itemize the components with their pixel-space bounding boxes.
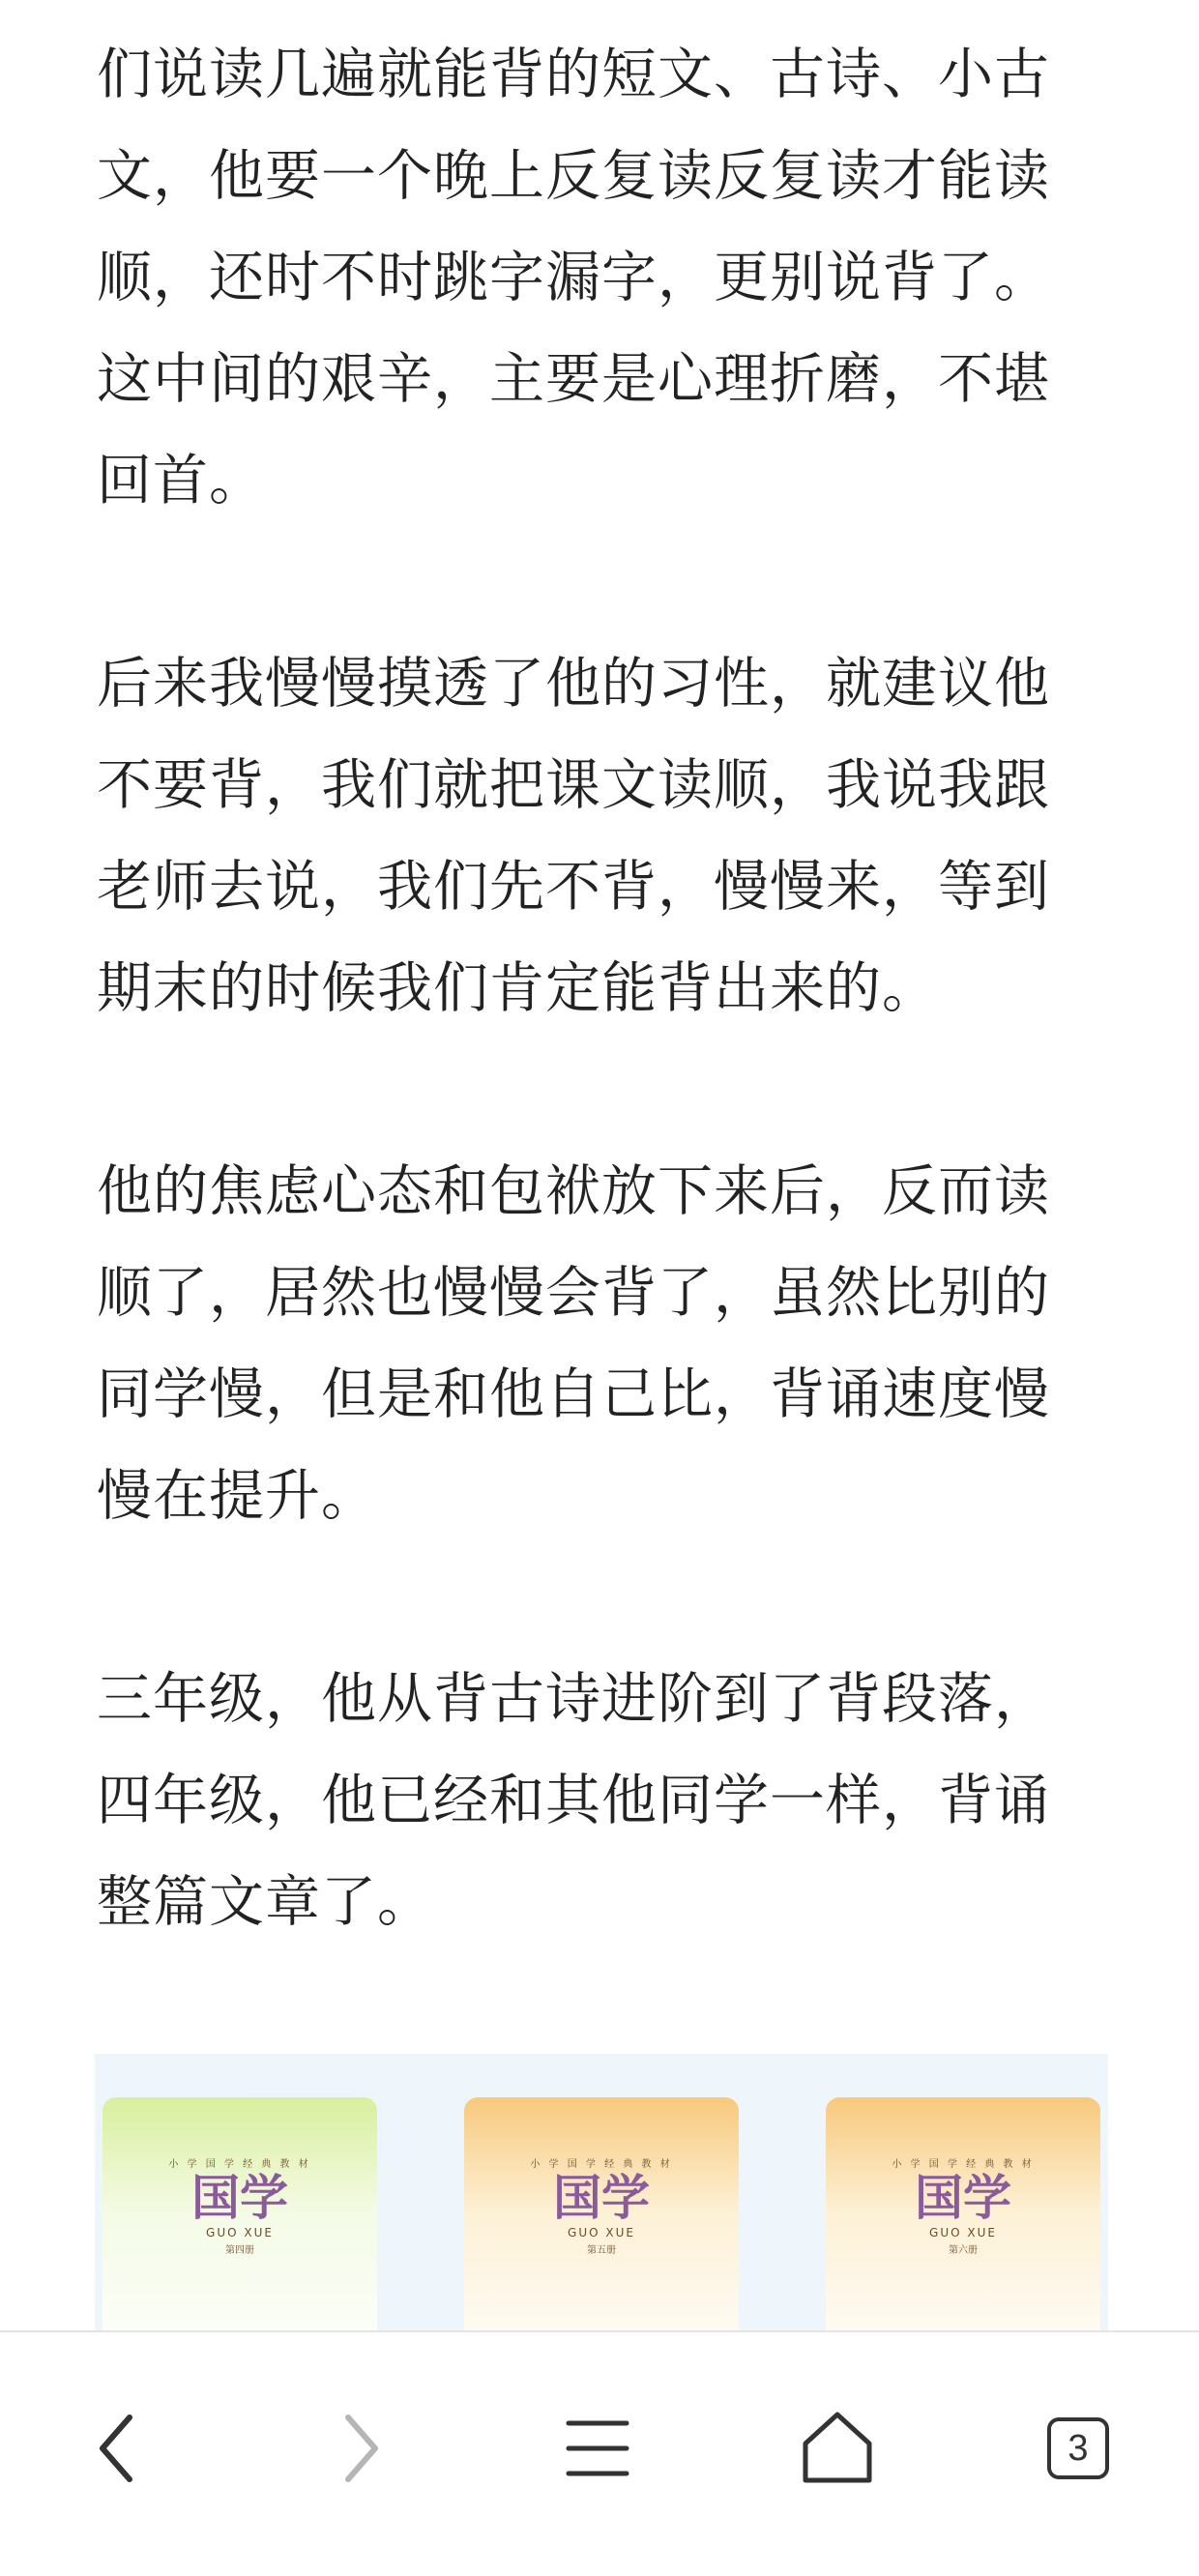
paragraph-1 [97, 24, 1102, 532]
text-line: 顺了，居然也慢慢会背了，虽然比别的 [97, 1261, 1050, 1325]
book-cover [826, 2097, 1100, 2334]
paragraph-2 [97, 633, 1102, 1039]
paragraph-4 [97, 1649, 1102, 1953]
browser-bottom-toolbar [0, 2330, 1199, 2576]
text-line: 顺，还时不时跳字漏字，更别说背了。 [97, 246, 1050, 309]
book-cover [464, 2097, 739, 2334]
tabs-count: 3 [1047, 2417, 1109, 2479]
book-volume: 第五册 [587, 2245, 616, 2256]
text-line: 四年级，他已经和其他同学一样，背诵 [97, 1769, 1050, 1832]
article-image-guoxue-books[interactable] [95, 2054, 1108, 2334]
book-title: 国学 [191, 2169, 288, 2226]
text-line: 老师去说，我们先不背，慢慢来，等到 [97, 855, 1050, 919]
book-header [826, 2097, 1100, 2155]
chevron-right-icon [331, 2410, 389, 2487]
text-line: 他的焦虑心态和包袱放下来后，反而读 [97, 1159, 1050, 1223]
menu-button[interactable] [540, 2390, 656, 2506]
text-line: 慢在提升。 [97, 1464, 377, 1528]
text-line: 整篇文章了。 [97, 1870, 433, 1934]
book-series: 小 学 国 学 经 典 教 材 [530, 2159, 673, 2170]
book-series: 小 学 国 学 经 典 教 材 [892, 2159, 1035, 2170]
book-cover [102, 2097, 377, 2334]
book-volume: 第四册 [225, 2245, 254, 2256]
book-header [464, 2097, 739, 2155]
book-header [102, 2097, 377, 2155]
text-line: 这中间的艰辛，主要是心理折磨，不堪 [97, 347, 1050, 411]
paragraph-3 [97, 1141, 1102, 1547]
book-series: 小 学 国 学 经 典 教 材 [168, 2159, 311, 2170]
menu-icon [559, 2410, 636, 2487]
book-pinyin: GUO XUE [568, 2226, 635, 2239]
text-line: 期末的时候我们肯定能背出来的。 [97, 956, 938, 1020]
book-volume: 第六册 [949, 2245, 978, 2256]
home-icon [794, 2405, 881, 2492]
forward-button[interactable] [302, 2390, 418, 2506]
chevron-left-icon [89, 2410, 147, 2487]
book-pinyin: GUO XUE [206, 2226, 274, 2239]
home-button[interactable] [779, 2390, 895, 2506]
book-title: 国学 [915, 2169, 1011, 2226]
text-line: 三年级，他从背古诗进阶到了背段落， [97, 1667, 1050, 1731]
text-line: 后来我慢慢摸透了他的习性，就建议他 [97, 652, 1050, 716]
text-line: 们说读几遍就能背的短文、古诗、小古 [97, 43, 1050, 106]
text-line: 同学慢，但是和他自己比，背诵速度慢 [97, 1362, 1050, 1426]
back-button[interactable] [60, 2390, 176, 2506]
text-line: 文，他要一个晚上反复读反复读才能读 [97, 144, 1050, 208]
text-line: 回首。 [97, 449, 265, 512]
book-pinyin: GUO XUE [929, 2226, 997, 2239]
tabs-button[interactable] [1020, 2390, 1136, 2506]
book-title: 国学 [553, 2169, 650, 2226]
text-line: 不要背，我们就把课文读顺，我说我跟 [97, 753, 1050, 817]
